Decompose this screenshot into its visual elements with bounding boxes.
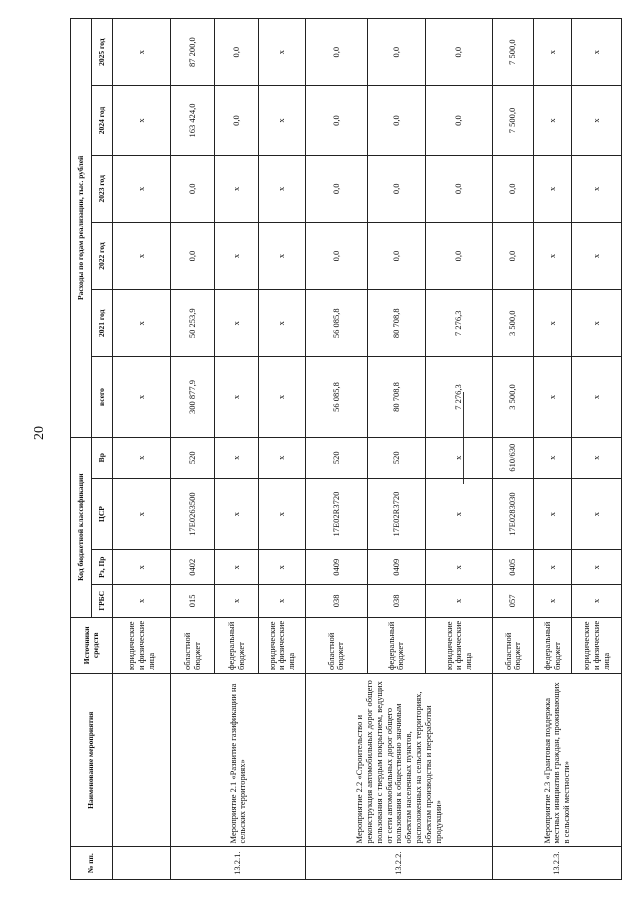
cell-2021: х xyxy=(534,290,572,357)
cell-2022: х xyxy=(113,222,171,289)
cell-csr: х xyxy=(534,478,572,550)
cell-source: юридические и физические лица xyxy=(426,617,493,673)
cell-2024: 7 500,0 xyxy=(493,86,534,155)
cell-2025: х xyxy=(572,19,622,86)
cell-2024: х xyxy=(534,86,572,155)
cell-2021: х xyxy=(215,290,259,357)
cell-name: Мероприятие 2.2 «Строительство и реконструкция автомобильных дорог общего пользования с твердым покрытием, ведущих от сети автомобильных дорог общего пользования к общественно значимым объектам населенных пунктов, расположенных на сельских территориях, объектам производства и переработки продукции» xyxy=(306,673,493,847)
cell-name: Мероприятие 2.3 «Грантовая поддержка местных инициатив граждан, проживающих в сельской местности» xyxy=(493,673,622,847)
cell-total: 80 708,8 xyxy=(367,357,425,437)
cell-vr: 520 xyxy=(367,437,425,478)
header-spend-group: Расходы по годам реализации, тыс. рублей xyxy=(71,19,92,438)
cell-2021: 50 253,9 xyxy=(171,290,215,357)
header-2021: 2021 год xyxy=(92,290,113,357)
cell-total: х xyxy=(215,357,259,437)
cell-source: юридические и физические лица xyxy=(259,617,306,673)
cell-source: федеральный бюджет xyxy=(534,617,572,673)
cell-2025: 0,0 xyxy=(367,19,425,86)
table-row xyxy=(171,19,215,880)
cell-2021: 7 276,3 xyxy=(426,290,493,357)
page-number: 20 xyxy=(32,426,47,440)
cell-num: 13.2.3. xyxy=(493,847,622,880)
cell-vr: х xyxy=(215,437,259,478)
cell-csr: 17Е0263500 xyxy=(171,478,215,550)
cell-2025: 0,0 xyxy=(426,19,493,86)
cell-2022: х xyxy=(572,222,622,289)
table-row xyxy=(113,19,171,880)
cell-grbs: х xyxy=(572,585,622,618)
cell-vr: х xyxy=(259,437,306,478)
cell-grbs: х xyxy=(426,585,493,618)
cell-grbs: х xyxy=(259,585,306,618)
cell-total: х xyxy=(572,357,622,437)
cell-rzpr: 0409 xyxy=(306,550,367,585)
cell-2021: 56 085,8 xyxy=(306,290,367,357)
cell-2025: 87 200,0 xyxy=(171,19,215,86)
header-name: Наименование мероприятия xyxy=(71,673,113,847)
cell-num: 13.2.2. xyxy=(306,847,493,880)
cell-2025: 0,0 xyxy=(306,19,367,86)
cell-2025: 7 500,0 xyxy=(493,19,534,86)
cell-vr: 520 xyxy=(171,437,215,478)
cell-2023: х xyxy=(215,155,259,222)
cell-rzpr: х xyxy=(113,550,171,585)
cell-vr: 520 xyxy=(306,437,367,478)
cell-2025: 0,0 xyxy=(215,19,259,86)
cell-source: юридические и физические лица xyxy=(572,617,622,673)
cell-2024: 0,0 xyxy=(306,86,367,155)
cell-2024: 0,0 xyxy=(367,86,425,155)
cell-2023: 0,0 xyxy=(493,155,534,222)
cell-vr: х xyxy=(426,437,493,478)
cell-2022: 0,0 xyxy=(171,222,215,289)
budget-table xyxy=(70,18,622,880)
cell-grbs: 057 xyxy=(493,585,534,618)
cell-vr: х xyxy=(113,437,171,478)
header-vr: Вр xyxy=(92,437,113,478)
header-code-group: Код бюджетной классификации xyxy=(71,437,92,617)
cell-2022: х xyxy=(534,222,572,289)
cell-vr: х xyxy=(534,437,572,478)
cell-source: областной бюджет xyxy=(493,617,534,673)
cell-rzpr: х xyxy=(534,550,572,585)
cell-2023: 0,0 xyxy=(367,155,425,222)
cell-csr: х xyxy=(572,478,622,550)
cell-source: областной бюджет xyxy=(171,617,215,673)
cell-2023: х xyxy=(113,155,171,222)
cell-2025: х xyxy=(534,19,572,86)
cell-grbs: х xyxy=(534,585,572,618)
cell-grbs: 038 xyxy=(367,585,425,618)
cell-2022: 0,0 xyxy=(493,222,534,289)
cell-2024: х xyxy=(259,86,306,155)
cell-csr: х xyxy=(259,478,306,550)
cell-rzpr: х xyxy=(572,550,622,585)
cell-total: 7 276,3 xyxy=(426,357,493,437)
cell-2023: 0,0 xyxy=(426,155,493,222)
cell-csr: х xyxy=(215,478,259,550)
cell-source: федеральный бюджет xyxy=(367,617,425,673)
cell-grbs: 038 xyxy=(306,585,367,618)
cell-2023: 0,0 xyxy=(171,155,215,222)
cell-csr: 17Е02R3720 xyxy=(306,478,367,550)
cell-2022: х xyxy=(259,222,306,289)
cell-total: х xyxy=(259,357,306,437)
cell-2021: х xyxy=(259,290,306,357)
cell-2021: 80 708,8 xyxy=(367,290,425,357)
cell-2024: 0,0 xyxy=(215,86,259,155)
cell-csr: 17Е0283030 xyxy=(493,478,534,550)
header-grbs: ГРБС xyxy=(92,585,113,618)
cell-source: юридические и физические лица xyxy=(113,617,171,673)
header-2023: 2023 год xyxy=(92,155,113,222)
cell-2023: 0,0 xyxy=(306,155,367,222)
cell-2025: х xyxy=(259,19,306,86)
header-csr: ЦСР xyxy=(92,478,113,550)
cell-2023: х xyxy=(534,155,572,222)
cell-source: областной бюджет xyxy=(306,617,367,673)
table-row xyxy=(493,19,534,880)
cell-csr: х xyxy=(426,478,493,550)
cell-grbs: х xyxy=(215,585,259,618)
cell-2024: 163 424,0 xyxy=(171,86,215,155)
cell-2024: х xyxy=(113,86,171,155)
cell-total: х xyxy=(113,357,171,437)
cell-grbs: х xyxy=(113,585,171,618)
cell-rzpr: 0409 xyxy=(367,550,425,585)
cell-rzpr: х xyxy=(426,550,493,585)
cell-total: 56 085,8 xyxy=(306,357,367,437)
header-num: № пп. xyxy=(71,847,113,880)
cell-rzpr: х xyxy=(215,550,259,585)
cell-csr: х xyxy=(113,478,171,550)
cell-total: 3 500,0 xyxy=(493,357,534,437)
cell-2021: 3 500,0 xyxy=(493,290,534,357)
header-source: Источники средств xyxy=(71,617,113,673)
cell-source: федеральный бюджет xyxy=(215,617,259,673)
cell-total: х xyxy=(534,357,572,437)
header-2025: 2025 год xyxy=(92,19,113,86)
cell-2022: 0,0 xyxy=(367,222,425,289)
cell-total: 300 877,9 xyxy=(171,357,215,437)
cell-2024: х xyxy=(572,86,622,155)
cell-num: 13.2.1. xyxy=(171,847,306,880)
cell-2022: 0,0 xyxy=(306,222,367,289)
cell-2021: х xyxy=(113,290,171,357)
cell-name: Мероприятие 2.1 «Развитие газификации на сельских территориях» xyxy=(171,673,306,847)
cell-2024: 0,0 xyxy=(426,86,493,155)
cell-vr: 610/630 xyxy=(493,437,534,478)
header-total: всего xyxy=(92,357,113,437)
cell-csr: 17Е02R3720 xyxy=(367,478,425,550)
cell-rzpr: х xyxy=(259,550,306,585)
cell-2021: х xyxy=(572,290,622,357)
cell-grbs: 015 xyxy=(171,585,215,618)
table-row xyxy=(306,19,367,880)
header-2024: 2024 год xyxy=(92,86,113,155)
cell-vr: х xyxy=(572,437,622,478)
cell-2023: х xyxy=(572,155,622,222)
cell-name xyxy=(113,673,171,847)
cell-num xyxy=(113,847,171,880)
cell-rzpr: 0402 xyxy=(171,550,215,585)
cell-rzpr: 0405 xyxy=(493,550,534,585)
cell-2023: х xyxy=(259,155,306,222)
rotated-table-container xyxy=(70,18,622,880)
header-2022: 2022 год xyxy=(92,222,113,289)
cell-2022: 0,0 xyxy=(426,222,493,289)
cell-2025: х xyxy=(113,19,171,86)
header-rzpr: Рз, Пр xyxy=(92,550,113,585)
cell-2022: х xyxy=(215,222,259,289)
